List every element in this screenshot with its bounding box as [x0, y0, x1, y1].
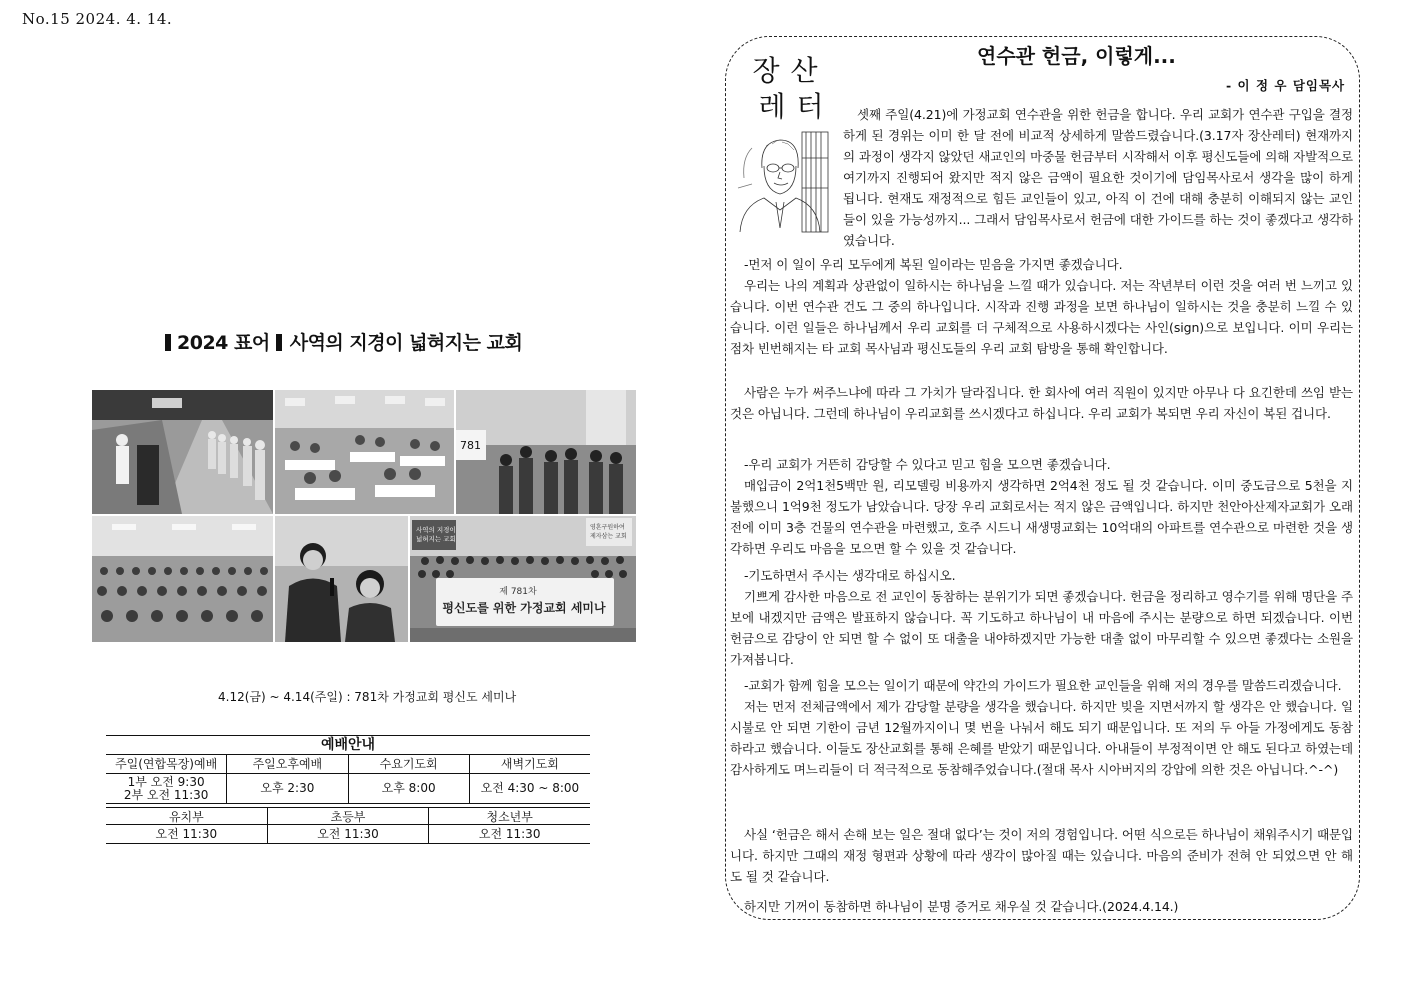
worship-table-title: 예배안내	[106, 735, 590, 755]
header-wednesday-prayer: 수요기도회	[349, 755, 470, 774]
section-7-closing: 하지만 기꺼이 동참하면 하나님이 분명 증거로 채우실 것 같습니다.(2024.4.14.)	[744, 899, 1179, 914]
letter-intro-paragraph	[843, 104, 1353, 251]
letter-section-4	[730, 565, 1353, 670]
logo-char-4: 터	[796, 90, 824, 123]
motto-bar-left	[165, 334, 171, 351]
worship-schedule-table	[106, 735, 590, 844]
header-sunday-afternoon: 주일오후예배	[227, 755, 348, 774]
time-kindergarten: 오전 11:30	[106, 825, 268, 844]
section-1-body: 우리는 나의 계획과 상관없이 일하시는 하나님을 느낄 때가 있습니다. 저는 작년부터 이런 것을 여러 번 느끼고 있습니다. 이번 연수관 건도 그 중의 하나입니다. 시작과 진행 과정을 보면 하나님이 일하시는 것을 충분히 느낄 수 있습니다. 이런 일들은 하나님께서 우리 교회를 더 구체적으로 사용하시겠다는 사인(sign)으로 보입니다. 이미 우리는 점차 빈번해지는 타 교회 목사님과 평신도들의 우리 교회 탐방을 통해 확인합니다.	[730, 278, 1353, 356]
section-3-heading: -우리 교회가 거뜬히 감당할 수 있다고 믿고 힘을 모으면 좋겠습니다.	[744, 457, 1111, 472]
letter-section-6	[730, 824, 1353, 887]
time-dawn-prayer: 오전 4:30 ~ 8:00	[470, 774, 590, 804]
motto-heading	[165, 328, 522, 355]
time-elementary: 오전 11:30	[268, 825, 430, 844]
header-elementary: 초등부	[268, 807, 430, 825]
photo-hallway-welcome	[92, 390, 273, 514]
section-1-heading: -먼저 이 일이 우리 모두에게 복된 일이라는 믿음을 가지면 좋겠습니다.	[744, 257, 1123, 272]
banner-line-2: 평신도를 위한 가정교회 세미나	[442, 601, 606, 615]
photo-group-banner	[410, 516, 636, 642]
sign-781-text: 781	[460, 439, 481, 452]
letter-title: 연수관 헌금, 이렇게...	[977, 44, 1176, 68]
header-dawn-prayer: 새벽기도회	[470, 755, 590, 774]
motto-year-label: 2024 표어	[177, 332, 270, 354]
motto-text: 사역의 지경이 넓혀지는 교회	[289, 332, 523, 354]
section-4-body: 기쁘게 감사한 마음으로 전 교인이 동참하는 분위기가 되면 좋겠습니다. 헌금을 정리하고 영수기를 위해 명단을 주보에 내겠지만 금액은 발표하지 않습니다. 꼭 기도하고 하나님이 내 마음에 주시는 분량으로 하면 되겠습니다. 이번 헌금으로 감당이 안 되면 할 수 없이 또 대출을 내야하겠지만 가능한 대출 없이 마무리할 수 있으면 좋겠다는 소원을 가져봅니다.	[730, 589, 1353, 667]
header-kindergarten: 유치부	[106, 807, 268, 825]
logo-char-2: 산	[790, 54, 818, 87]
worship-times-row-1	[106, 774, 590, 804]
time-youth: 오전 11:30	[429, 825, 590, 844]
logo-char-3: 레	[758, 90, 786, 123]
photo-dining-hall	[275, 390, 454, 514]
letter-section-3	[730, 454, 1353, 559]
letter-section-2	[730, 382, 1353, 424]
section-5-body: 저는 먼저 전체금액에서 제가 감당할 분량을 생각을 했습니다. 하지만 빚을 지면서까지 할 생각은 안 했습니다. 일시불로 안 되면 기한이 금년 12월까지이니 몇 번을 나눠서 해도 되기 때문입니다. 또 저의 두 아들 가정에게도 동참하라고 했습니다. 이들도 장산교회를 통해 은혜를 받았기 때문입니다. 아내들이 부정적이면 안 해도 된다고 하였는데 감사하게도 며느리들이 더 적극적으로 동참해주었습니다.(절대 목사 시아버지의 강압에 의한 것은 아닙니다.^-^)	[730, 699, 1353, 777]
photo-seminar-sign-group	[456, 390, 636, 514]
worship-header-row-1	[106, 755, 590, 774]
worship-header-row-2	[106, 807, 590, 825]
photo-caption: 4.12(금) ~ 4.14(주일) : 781차 가정교회 평신도 세미나	[218, 690, 517, 704]
header-sunday-service: 주일(연합목장)예배	[106, 755, 227, 774]
issue-number-date: No.15 2024. 4. 14.	[22, 10, 173, 28]
poster-text-1: 사역의 지경이	[416, 526, 456, 534]
time-wednesday-prayer: 오후 8:00	[349, 774, 470, 804]
photo-testimony-speakers	[275, 516, 408, 642]
letter-section-5	[730, 675, 1353, 780]
photo-lecture-audience	[92, 516, 273, 642]
letter-section-7	[730, 896, 1353, 917]
logo-char-1: 장	[752, 54, 780, 87]
header-youth: 청소년부	[429, 807, 590, 825]
motto-bar-right	[276, 334, 282, 351]
poster-text-4: 제자삼는 교회	[590, 533, 627, 540]
letter-author: - 이 정 우 담임목사	[1226, 78, 1346, 93]
section-6-body: 사실 ‘헌금은 해서 손해 보는 일은 절대 없다’는 것이 저의 경험입니다. 어떤 식으로든 하나님이 채워주시기 때문입니다. 하지만 그때의 재정 형편과 상황에 따라 생각이 많아질 때는 있습니다. 마음의 준비가 전혀 안 되었으면 안 해도 될 것 같습니다.	[730, 827, 1353, 884]
section-5-heading: -교회가 함께 힘을 모으는 일이기 때문에 약간의 가이드가 필요한 교인들을 위해 저의 경우를 말씀드리겠습니다.	[744, 678, 1342, 693]
time-sunday-afternoon: 오후 2:30	[227, 774, 348, 804]
time-sunday-service	[106, 774, 227, 804]
jangsan-letter-logo	[748, 54, 828, 126]
pastor-portrait-sketch	[732, 128, 830, 236]
letter-section-1	[730, 254, 1353, 359]
poster-text-3: 영혼구원하여	[590, 524, 625, 531]
seminar-photo-collage	[92, 390, 636, 642]
time-sunday-first: 1부 오전 9:30	[127, 774, 205, 789]
section-3-body: 매입금이 2억1천5백만 원, 리모델링 비용까지 생각하면 2억4천 정도 될 것 같습니다. 이미 중도금으로 5천을 지불했으니 1억9천 정도가 남았습니다. 당장 우리 교회로서는 적지 않은 금액입니다. 하지만 천안아산제자교회가 오래전에 이미 3층 건물의 연수관을 마련했고, 호주 시드니 새생명교회는 10억대의 아파트를 연수관으로 마련한 것을 생각하면 우리도 마음을 모으면 할 수 있을 것 같습니다.	[730, 478, 1353, 556]
worship-times-row-2	[106, 825, 590, 844]
time-sunday-second: 2부 오전 11:30	[123, 787, 209, 802]
banner-line-1: 제 781차	[499, 587, 537, 597]
poster-text-2: 넓혀지는 교회	[416, 535, 456, 543]
section-4-heading: -기도하면서 주시는 생각대로 하십시오.	[744, 568, 956, 583]
section-2-body: 사람은 누가 써주느냐에 따라 그 가치가 달라집니다. 한 회사에 여러 직원이 있지만 아무나 다 요긴한데 쓰임 받는 것은 아닙니다. 그런데 하나님이 우리교회를 쓰시겠다고 하십니다. 우리 교회가 복되면 우리 자신이 복된 겁니다.	[730, 385, 1353, 421]
letter-intro-text: 셋째 주일(4.21)에 가정교회 연수관을 위한 헌금을 합니다. 우리 교회가 연수관 구입을 결정하게 된 경위는 이미 한 달 전에 비교적 상세하게 말씀드렸습니다.(3.17자 장산레터) 현재까지의 과정이 생각지 않았던 새교인의 마중물 헌금부터 시작해서 이후 평신도들에 의해 자발적으로 여기까지 진행되어 왔지만 적지 않은 금액이 필요한 것이기에 담임목사로서 생각을 많이 하게 됩니다. 현재도 재정적으로 힘든 교인들이 있고, 아직 이 건에 대해 충분히 이해되지 않는 교인들이 있을 가능성까지... 그래서 담임목사로서 헌금에 대한 가이드를 하는 것이 좋겠다고 생각하였습니다.	[843, 107, 1353, 248]
